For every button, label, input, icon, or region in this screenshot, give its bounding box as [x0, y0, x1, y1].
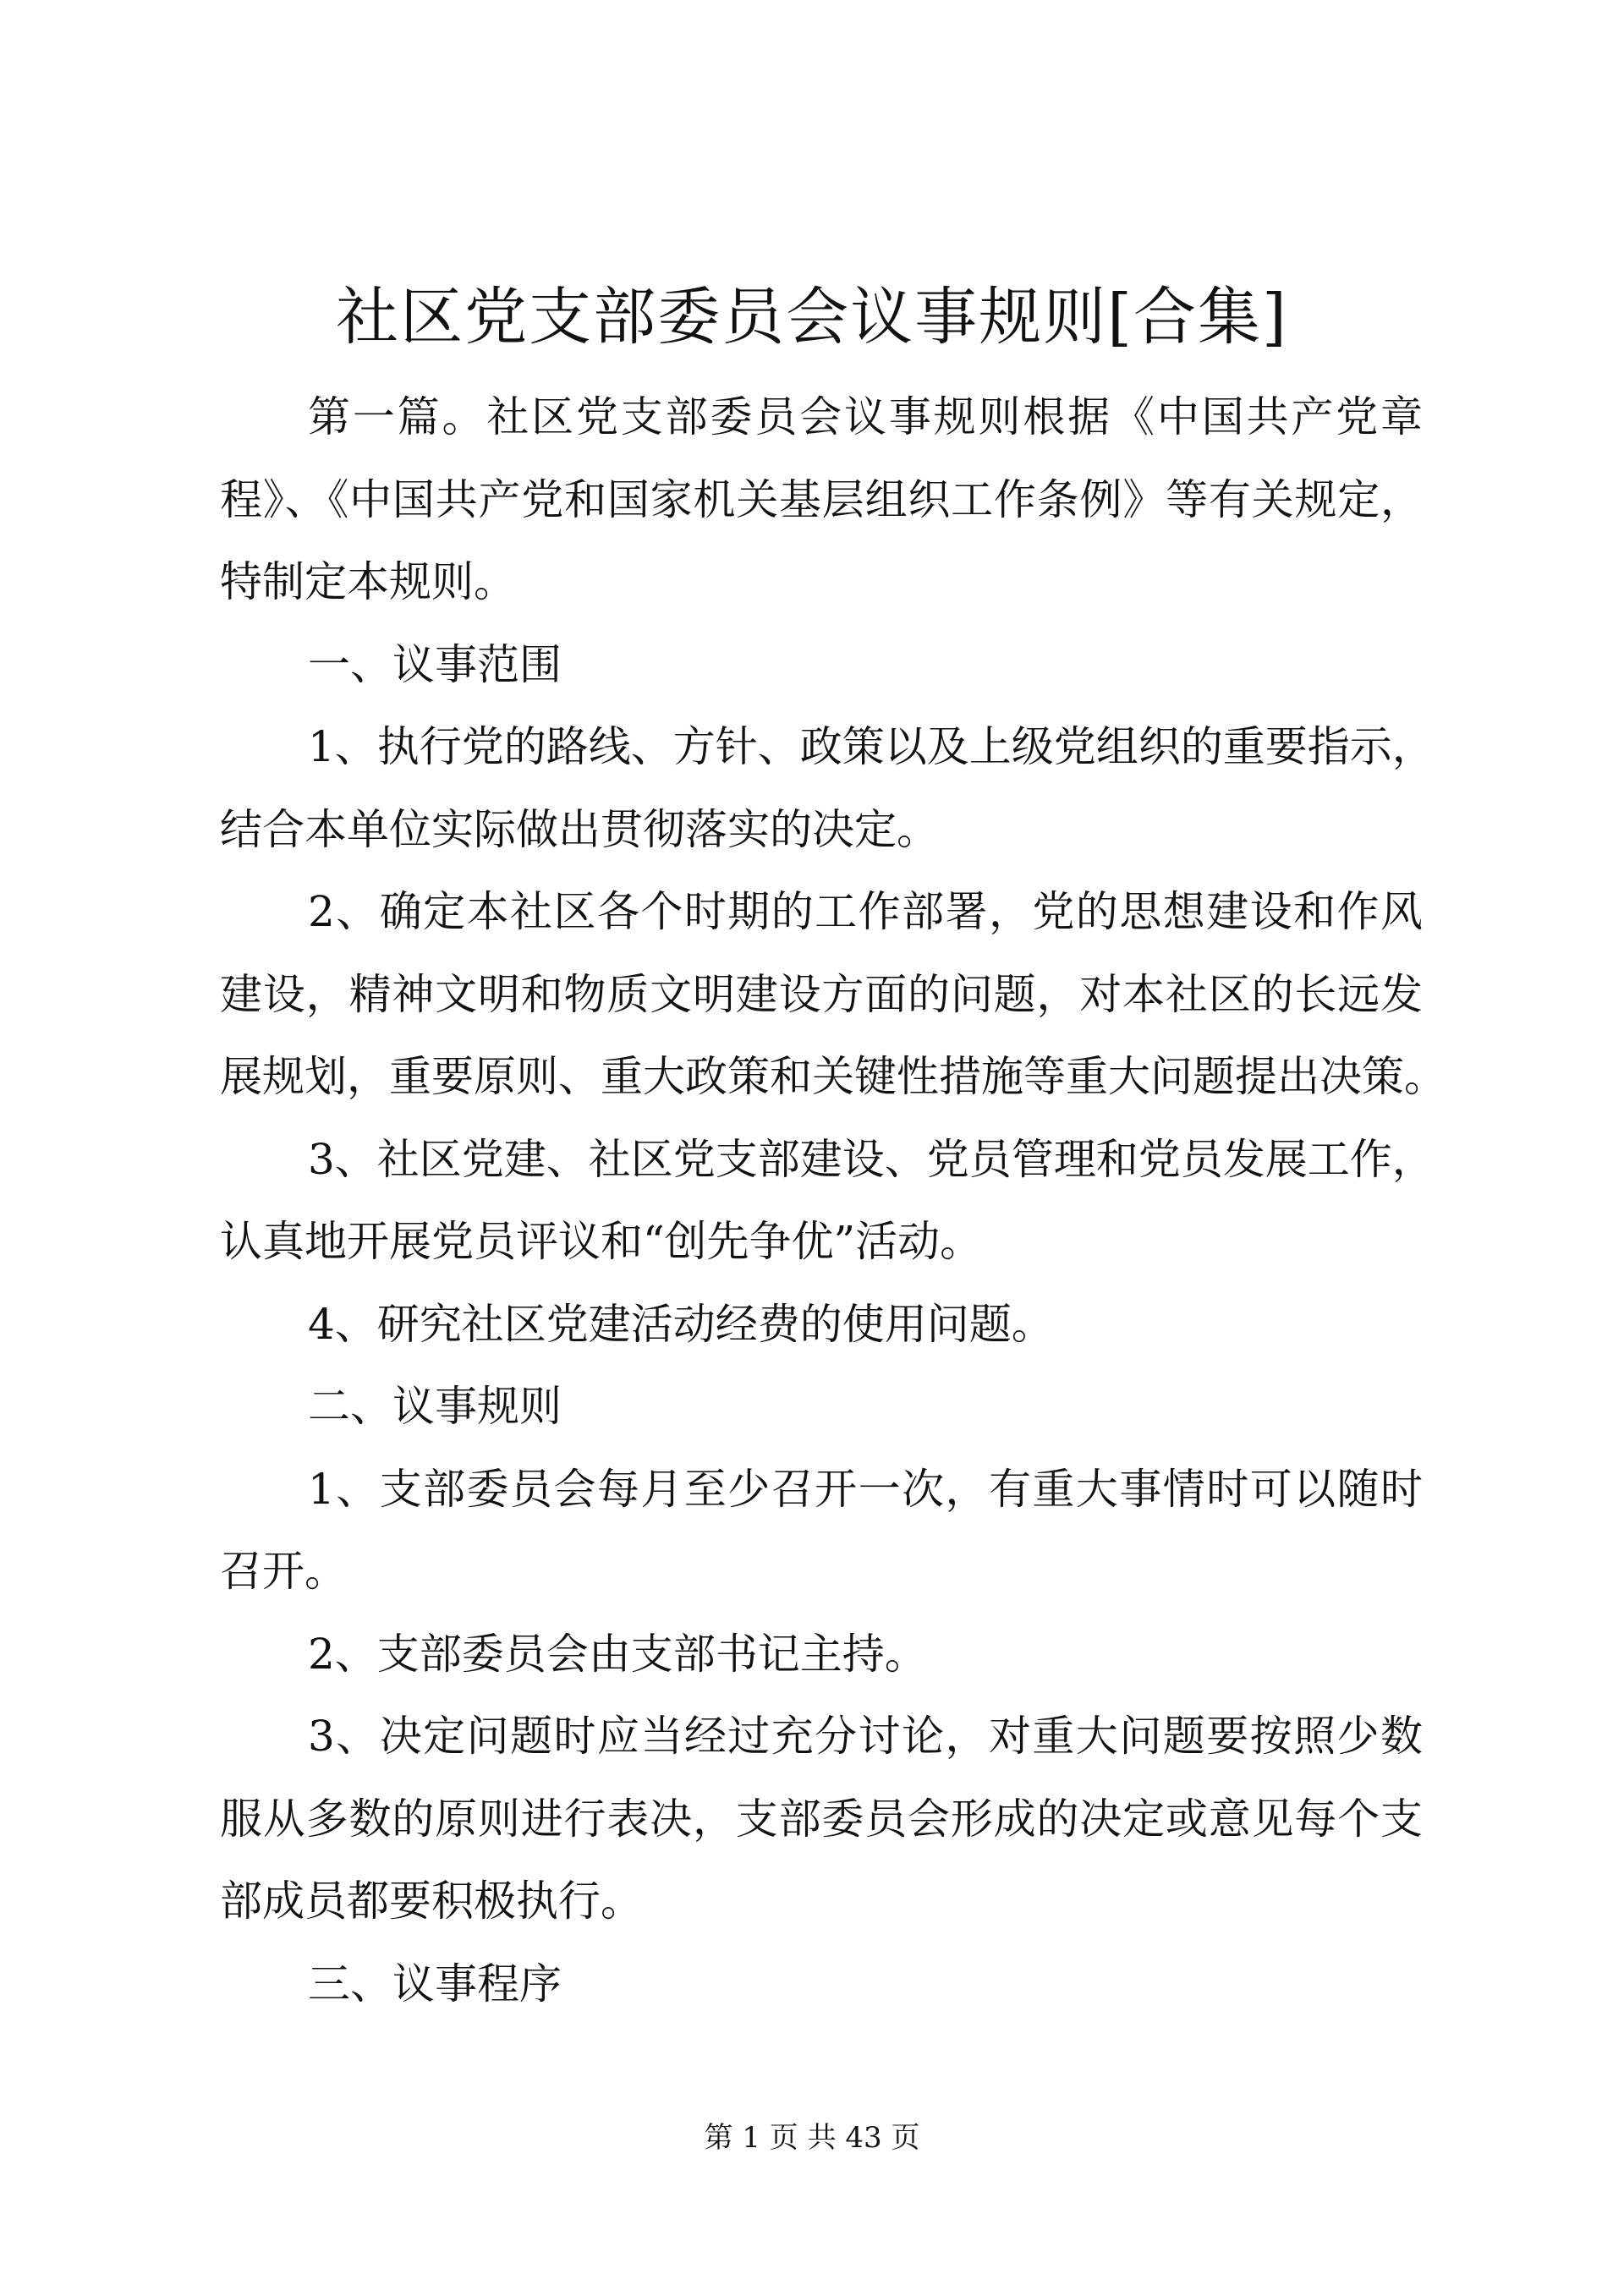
paragraph-line: 1、执行党的路线、方针、政策以及上级党组织的重要指示， [308, 722, 1435, 771]
paragraph-line: 3、社区党建、社区党支部建设、党员管理和党员发展工作， [308, 1134, 1435, 1184]
paragraph [220, 871, 1446, 1119]
paragraph-line: 第一篇。社区党支部委员会议事规则根据《中国共产党章 [308, 392, 1423, 441]
paragraph [220, 1696, 1423, 1943]
paragraph [220, 1943, 1423, 2026]
paragraph [220, 1119, 1435, 1284]
paragraph-line: 一、议事范围 [308, 639, 562, 689]
paragraph [220, 706, 1435, 871]
page-footer: 第 1 页 共 43 页 [704, 2121, 920, 2155]
paragraph [220, 1449, 1423, 1614]
paragraph [220, 376, 1423, 624]
paragraph-line: 二、议事规则 [308, 1382, 562, 1431]
paragraph [220, 1614, 1423, 1696]
paragraph-line: 3、决定问题时应当经过充分讨论，对重大问题要按照少数 [308, 1712, 1423, 1761]
paragraph [220, 624, 1423, 707]
paragraph-line: 程》、《中国共产党和国家机关基层组织工作条例》等有关规定， [220, 474, 1423, 524]
paragraph-line: 2、支部委员会由支部书记主持。 [308, 1629, 927, 1679]
document-title: 社区党支部委员会议事规则[合集] [336, 281, 1288, 353]
document-body [220, 376, 1446, 2025]
paragraph-line: 特制定本规则。 [220, 557, 516, 606]
paragraph [220, 1284, 1423, 1367]
paragraph-line: 召开。 [220, 1547, 347, 1596]
paragraph-line: 2、确定本社区各个时期的工作部署，党的思想建设和作风 [308, 887, 1423, 936]
paragraph-line: 部成员都要积极执行。 [220, 1877, 643, 1926]
paragraph-line: 展规划，重要原则、重大政策和关键性措施等重大问题提出决策。 [220, 1052, 1446, 1101]
paragraph-line: 1、支部委员会每月至少召开一次，有重大事情时可以随时 [308, 1464, 1423, 1514]
paragraph-line: 认真地开展党员评议和“创先争优”活动。 [220, 1217, 983, 1266]
paragraph-line: 结合本单位实际做出贯彻落实的决定。 [220, 804, 939, 854]
paragraph-line: 建设，精神文明和物质文明建设方面的问题，对本社区的长远发 [220, 969, 1423, 1019]
paragraph-line: 4、研究社区党建活动经费的使用问题。 [308, 1299, 1054, 1349]
paragraph [220, 1366, 1423, 1449]
paragraph-line: 三、议事程序 [308, 1959, 562, 2008]
paragraph-line: 服从多数的原则进行表决，支部委员会形成的决定或意见每个支 [220, 1794, 1423, 1844]
